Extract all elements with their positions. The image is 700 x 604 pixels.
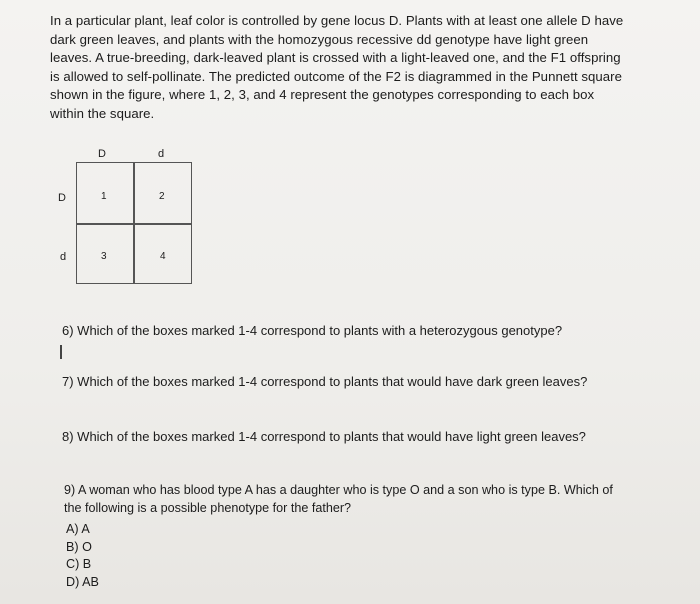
question-9-options: [66, 521, 99, 591]
side-label-d: d: [60, 251, 67, 263]
option-c: C) B: [66, 557, 92, 572]
option-d: D) AB: [66, 574, 99, 589]
intro-paragraph: In a particular plant, leaf color is controlled by gene locus D. Plants with at least one allele D have dark green leaves, and plants with the homozygous recessive dd genotype have light green leaves. A true-breeding, dark-leaved plant is crossed with a light-leaved one, and the F1 offspring is allowed to self-pollinate. The predicted outcome of the F2 is diagrammed in the Punnett square shown in the figure, where 1, 2, 3, and 4 represent the genotypes corresponding to each box within the square.: [50, 13, 624, 121]
top-label-D: D: [98, 148, 106, 160]
grid-divider-horizontal: [77, 223, 191, 225]
question-7: 7) Which of the boxes marked 1-4 correspond to plants that would have dark green leaves?: [62, 374, 588, 389]
question-8: 8) Which of the boxes marked 1-4 correspond to plants that would have light green leaves?: [62, 429, 586, 444]
question-6: 6) Which of the boxes marked 1-4 correspond to plants with a heterozygous genotype?: [62, 323, 563, 338]
top-label-d: d: [158, 148, 165, 160]
punnett-square: [48, 140, 208, 300]
punnett-grid: [76, 162, 192, 284]
text-cursor: [60, 345, 62, 359]
cell-4: 4: [160, 251, 166, 262]
cell-3: 3: [101, 251, 107, 262]
option-b: B) O: [66, 539, 92, 554]
option-a: A) A: [66, 522, 90, 536]
side-label-D: D: [58, 192, 66, 204]
cell-1: 1: [101, 191, 107, 202]
question-9: 9) A woman who has blood type A has a daughter who is type O and a son who is type B. Which of the following is a possible phenotype for the father?: [64, 483, 613, 515]
cell-2: 2: [159, 191, 165, 202]
